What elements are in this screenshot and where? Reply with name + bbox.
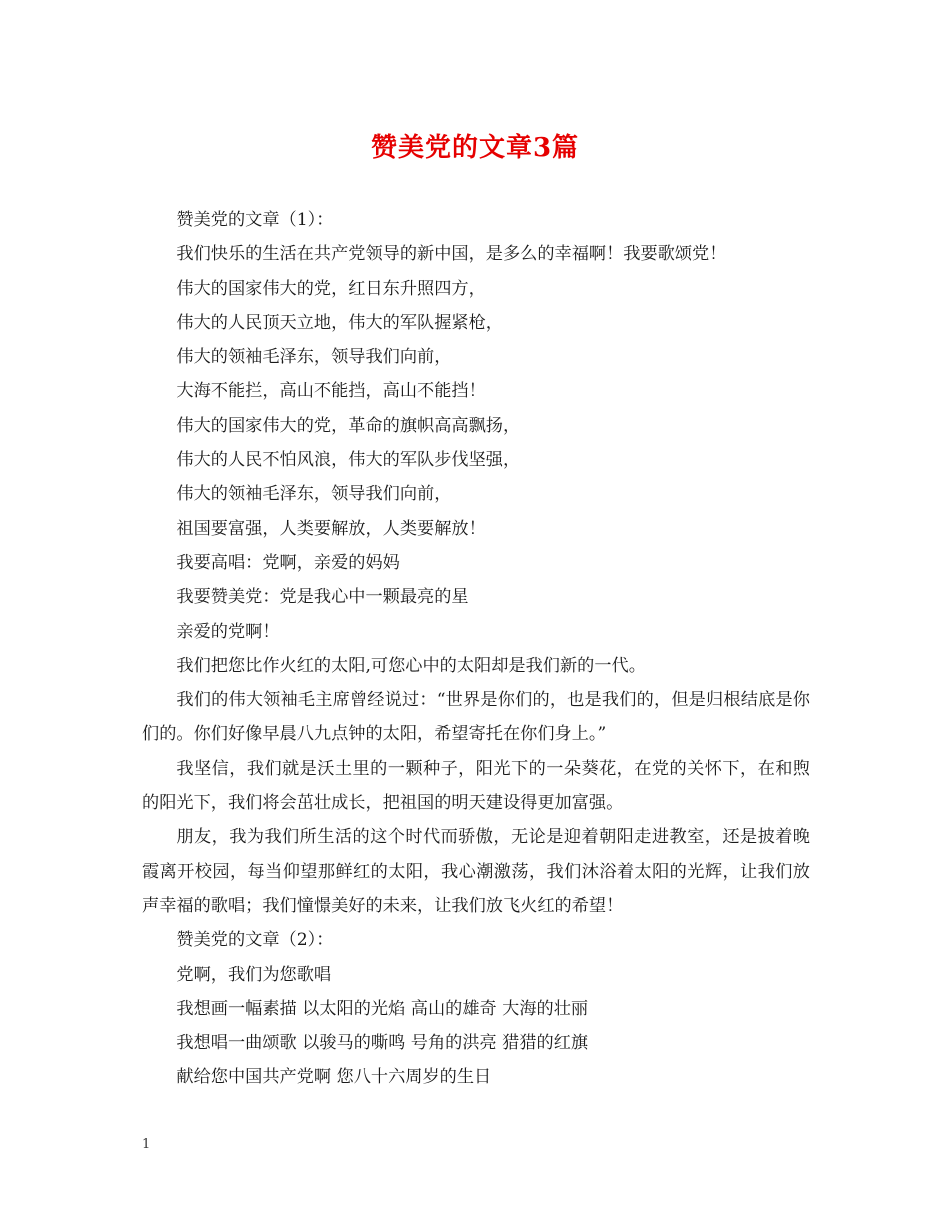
- paragraph-17: 朋友，我为我们所生活的这个时代而骄傲，无论是迎着朝阳走进教室，还是披着晚霞离开校园，每当仰望那鲜红的太阳，我心潮激荡，我们沐浴着太阳的光辉，让我们放声幸福的歌唱；我们憧憬美好的未来，让我们放飞火红的希望！: [142, 827, 810, 916]
- paragraph-1: 赞美党的文章（1）：: [176, 210, 334, 230]
- paragraph-16: 我坚信，我们就是沃土里的一颗种子，阳光下的一朵葵花，在党的关怀下，在和煦的阳光下，我们将会茁壮成长，把祖国的明天建设得更加富强。: [142, 758, 810, 814]
- page-number: 1: [142, 1137, 151, 1152]
- paragraph-10: 祖国要富强，人类要解放，人类要解放！: [176, 518, 486, 539]
- paragraph-13: 亲爱的党啊！: [176, 621, 280, 642]
- paragraph-14: 我们把您比作火红的太阳,可您心中的太阳却是我们新的一代。: [176, 655, 646, 676]
- paragraph-6: 大海不能拦，高山不能挡，高山不能挡！: [176, 381, 486, 402]
- paragraph-9: 伟大的领袖毛泽东，领导我们向前，: [176, 484, 452, 505]
- paragraph-2: 我们快乐的生活在共产党领导的新中国，是多么的幸福啊！我要歌颂党！: [176, 244, 727, 265]
- paragraph-20: 我想画一幅素描 以太阳的光焰 高山的雄奇 大海的壮丽: [176, 998, 589, 1019]
- paragraph-3: 伟大的国家伟大的党，红日东升照四方，: [176, 278, 486, 299]
- paragraph-4: 伟大的人民顶天立地，伟大的军队握紧枪，: [176, 312, 503, 333]
- paragraph-15: 我们的伟大领袖毛主席曾经说过：“世界是你们的，也是我们的，但是归根结底是你们的。你们好像早晨八九点钟的太阳，希望寄托在你们身上。”: [142, 690, 810, 745]
- paragraph-8: 伟大的人民不怕风浪，伟大的军队步伐坚强，: [176, 450, 521, 471]
- paragraph-7: 伟大的国家伟大的党，革命的旗帜高高飘扬，: [176, 415, 521, 436]
- document-body: [142, 203, 810, 1095]
- document-title: 赞美党的文章3篇: [370, 133, 580, 163]
- paragraph-22: 献给您中国共产党啊 您八十六周岁的生日: [176, 1067, 492, 1088]
- paragraph-5: 伟大的领袖毛泽东，领导我们向前，: [176, 347, 452, 368]
- paragraph-18: 赞美党的文章（2）：: [176, 930, 334, 951]
- paragraph-21: 我想唱一曲颂歌 以骏马的嘶鸣 号角的洪亮 猎猎的红旗: [176, 1033, 589, 1054]
- paragraph-19: 党啊，我们为您歌唱: [176, 964, 332, 985]
- paragraph-12: 我要赞美党：党是我心中一颗最亮的星: [176, 587, 469, 608]
- paragraph-11: 我要高唱：党啊，亲爱的妈妈: [176, 552, 400, 573]
